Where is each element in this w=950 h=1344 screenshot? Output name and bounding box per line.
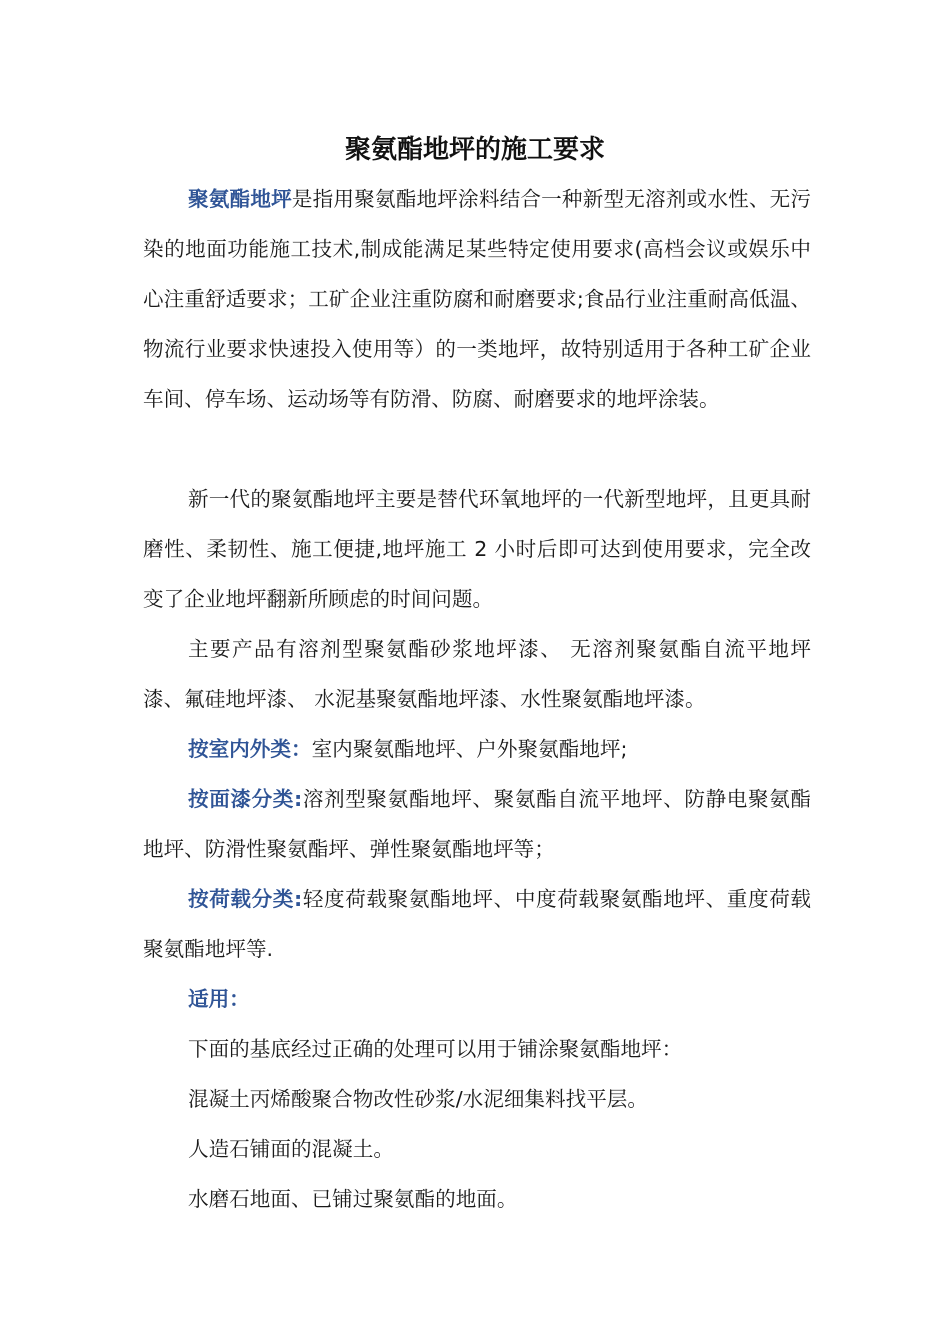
paragraph-text: 新一代的聚氨酯地坪主要是替代环氧地坪的一代新型地坪，且更具耐磨性、柔韧性、施工便捷,地坪施工 2 小时后即可达到使用要求，完全改变了企业地坪翻新所顾虑的时间问题。 [143,487,811,611]
paragraph-topcoat [143,774,811,874]
apply-line: 下面的基底经过正确的处理可以用于铺涂聚氨酯地坪： [188,1037,683,1061]
paragraph-intro [143,174,811,424]
paragraph-text: 室内聚氨酯地坪、户外聚氨酯地坪; [311,737,628,761]
apply-line: 混凝土丙烯酸聚合物改性砂浆/水泥细集料找平层。 [188,1087,648,1111]
category-label: 按面漆分类: [188,787,303,811]
paragraph-new-generation [143,474,811,624]
paragraph-text: 主要产品有溶剂型聚氨酯砂浆地坪漆、 无溶剂聚氨酯自流平地坪漆、氟硅地坪漆、 水泥基聚氨酯地坪漆、水性聚氨酯地坪漆。 [143,637,811,711]
paragraph-text: 是指用聚氨酯地坪涂料结合一种新型无溶剂或水性、无污染的地面功能施工技术,制成能满足某些特定使用要求(高档会议或娱乐中心注重舒适要求；工矿企业注重防腐和耐磨要求;食品行业注重耐高低温、物流行业要求快速投入使用等）的一类地坪，故特别适用于各种工矿企业车间、停车场、运动场等有防滑、防腐、耐磨要求的地坪涂装。 [143,187,812,411]
apply-line: 水磨石地面、已铺过聚氨酯的地面。 [188,1187,518,1211]
apply-heading: 适用： [188,987,250,1011]
apply-line: 人造石铺面的混凝土。 [188,1137,394,1161]
paragraph-load [143,874,811,974]
paragraph-text: 轻度荷载聚氨酯地坪、中度荷载聚氨酯地坪、重度荷载聚氨酯地坪等. [143,887,811,961]
paragraph-indoor-outdoor [143,724,811,774]
category-label: 按室内外类： [188,737,312,761]
term-highlight: 聚氨酯地坪 [188,187,292,211]
category-label: 按荷载分类: [188,887,303,911]
paragraph-products [143,624,811,724]
paragraph-text: 溶剂型聚氨酯地坪、聚氨酯自流平地坪、防静电聚氨酯地坪、防滑性聚氨酯坪、弹性聚氨酯地坪等； [143,787,811,861]
page-title: 聚氨酯地坪的施工要求 [344,135,605,165]
